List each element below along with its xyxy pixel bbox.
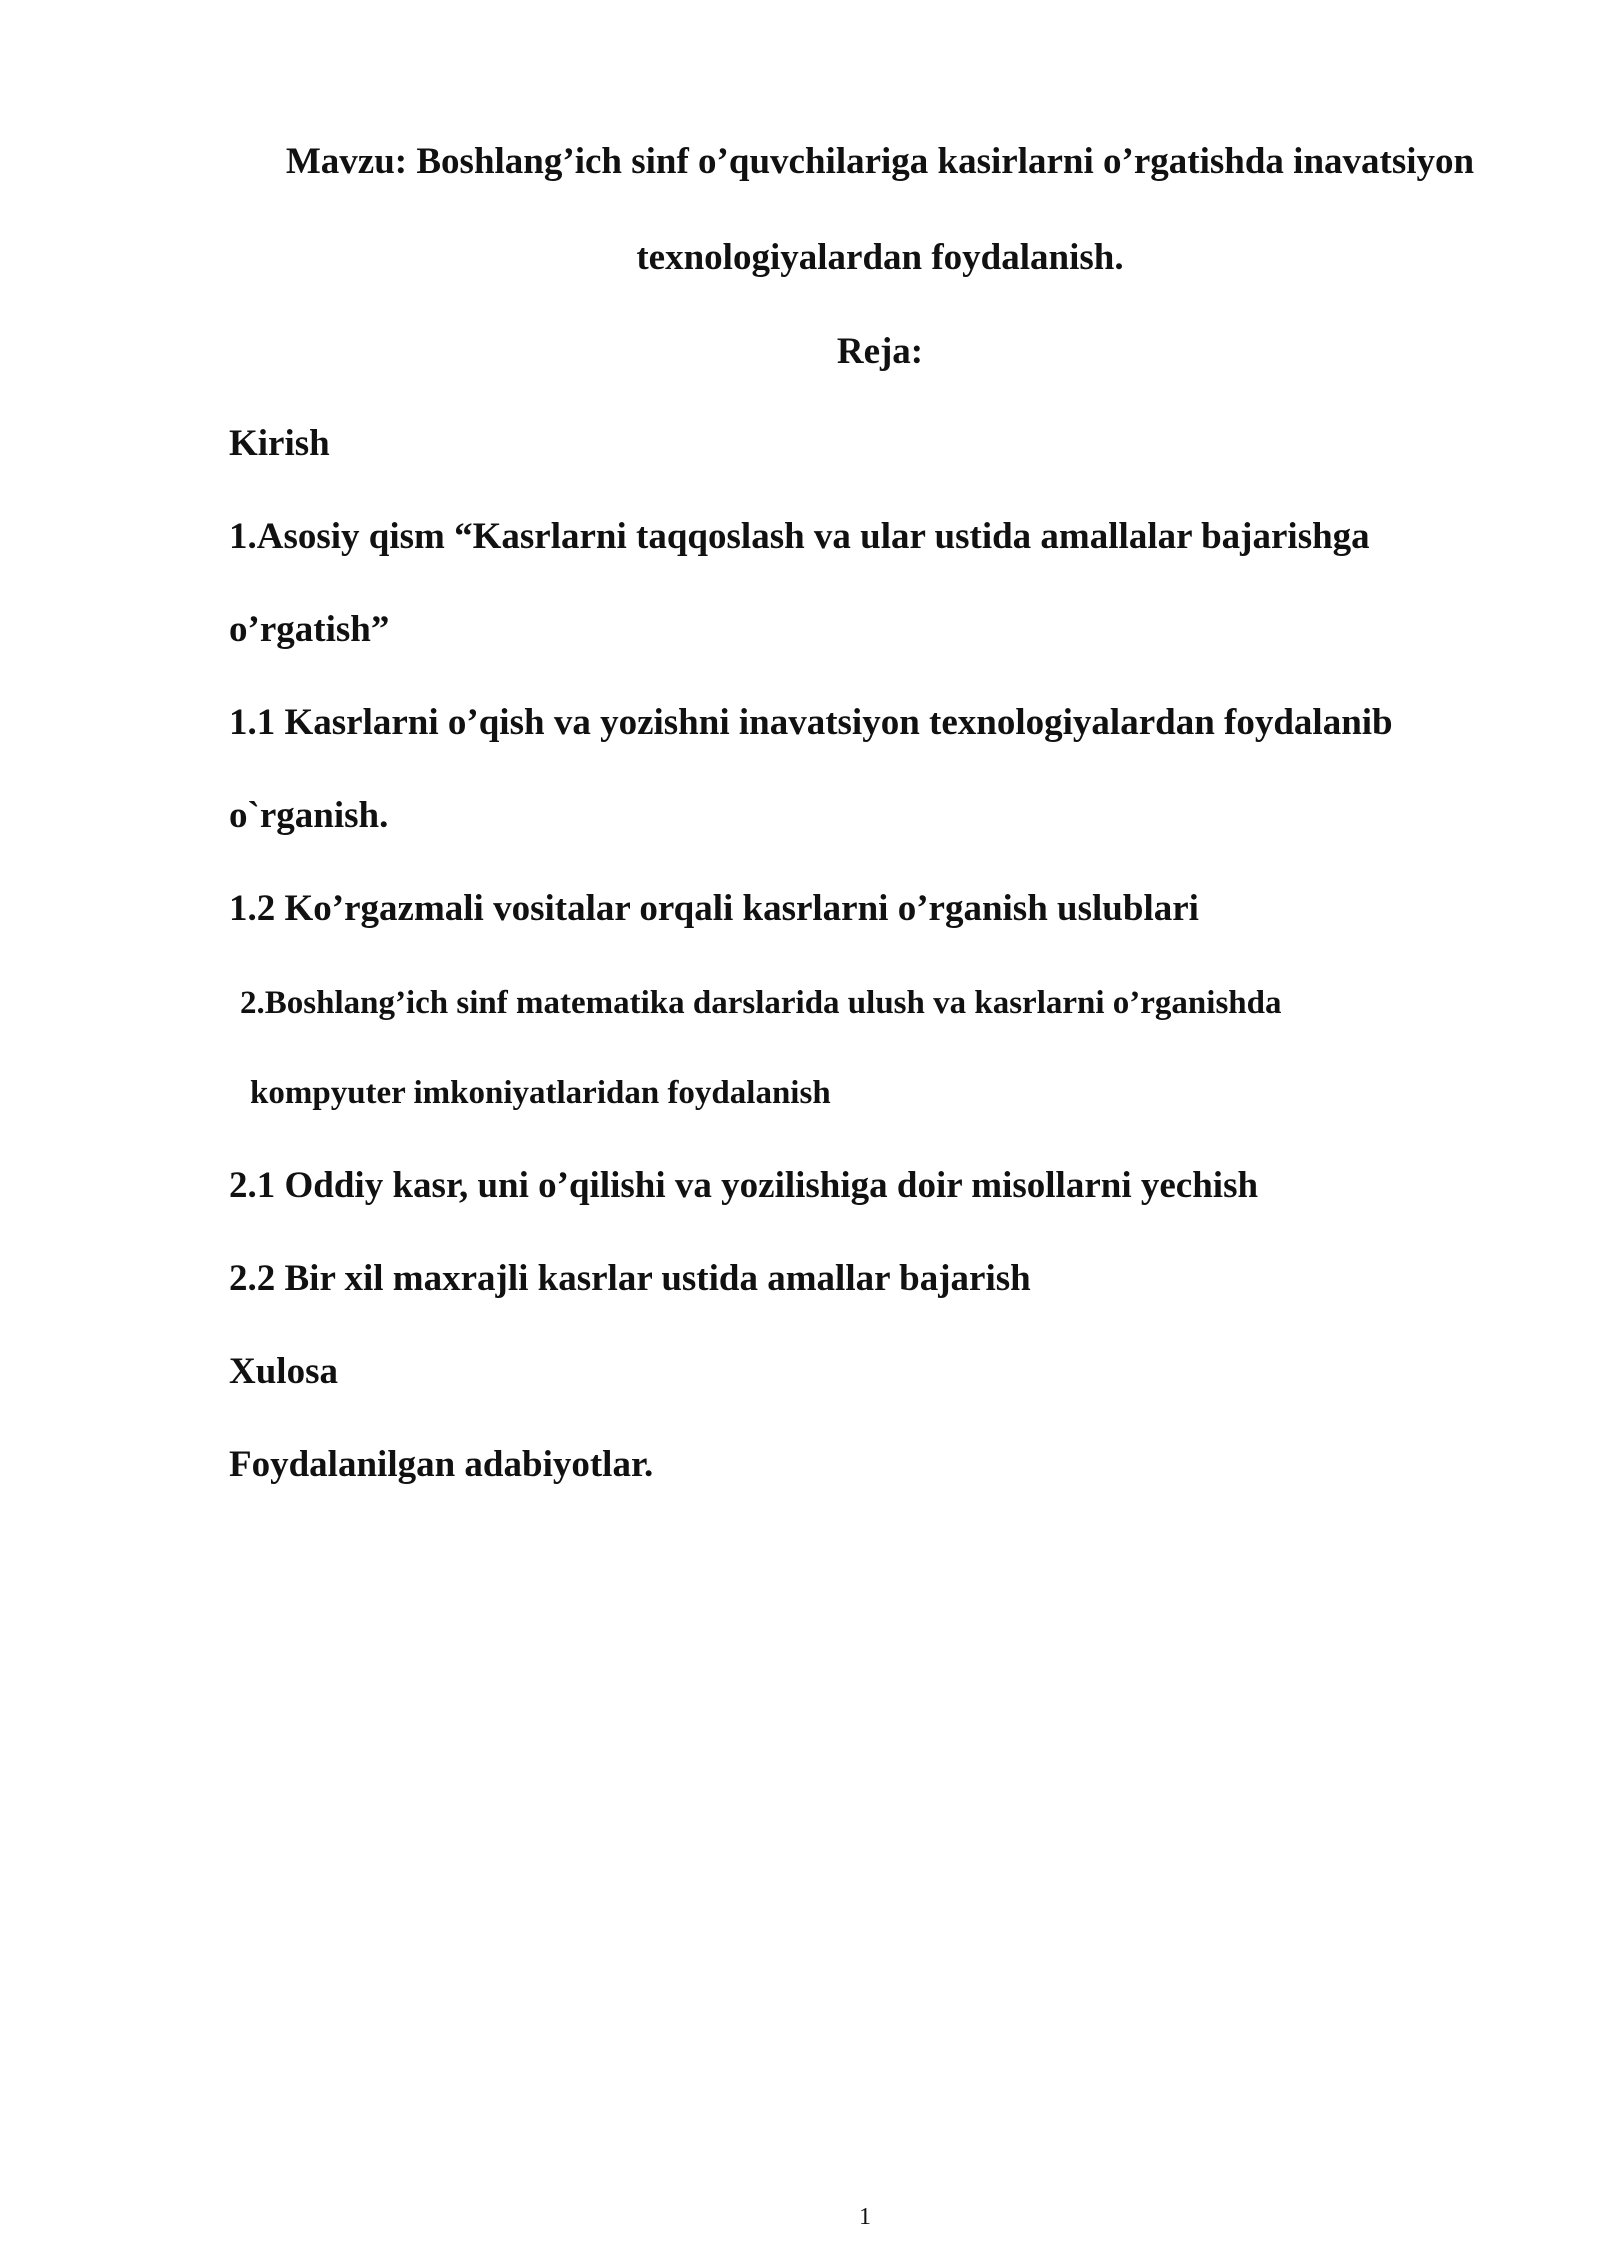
title-line-2: texnologiyalardan foydalanish.	[636, 237, 1124, 278]
toc-item-main-part: 1.Asosiy qism “Kasrlarni taqqoslash va ular ustida amallalar bajarishga	[229, 516, 1370, 557]
title-line-1: Mavzu: Boshlang’ich sinf o’quvchilariga kasirlarni o’rgatishda inavatsiyon	[285, 141, 1475, 182]
toc-item-1-1-continued: o`rganish.	[229, 795, 389, 836]
toc-item-references: Foydalanilgan adabiyotlar.	[229, 1444, 654, 1485]
toc-item-2-2: 2.2 Bir xil maxrajli kasrlar ustida amallar bajarish	[229, 1258, 1031, 1299]
toc-item-2-1: 2.1 Oddiy kasr, uni o’qilishi va yozilishiga doir misollarni yechish	[229, 1165, 1259, 1206]
plan-heading: Reja:	[836, 331, 924, 372]
toc-item-section-2-continued: kompyuter imkoniyatlaridan foydalanish	[250, 1075, 831, 1111]
page-number: 1	[859, 2204, 871, 2230]
toc-item-conclusion: Xulosa	[229, 1351, 338, 1392]
toc-item-main-part-continued: o’rgatish”	[229, 609, 390, 650]
toc-item-1-2: 1.2 Ko’rgazmali vositalar orqali kasrlarni o’rganish uslublari	[229, 888, 1199, 929]
toc-item-introduction: Kirish	[229, 423, 330, 464]
toc-item-1-1: 1.1 Kasrlarni o’qish va yozishni inavatsiyon texnologiyalardan foydalanib	[229, 702, 1393, 743]
toc-item-section-2: 2.Boshlang’ich sinf matematika darslarida ulush va kasrlarni o’rganishda	[240, 985, 1282, 1021]
